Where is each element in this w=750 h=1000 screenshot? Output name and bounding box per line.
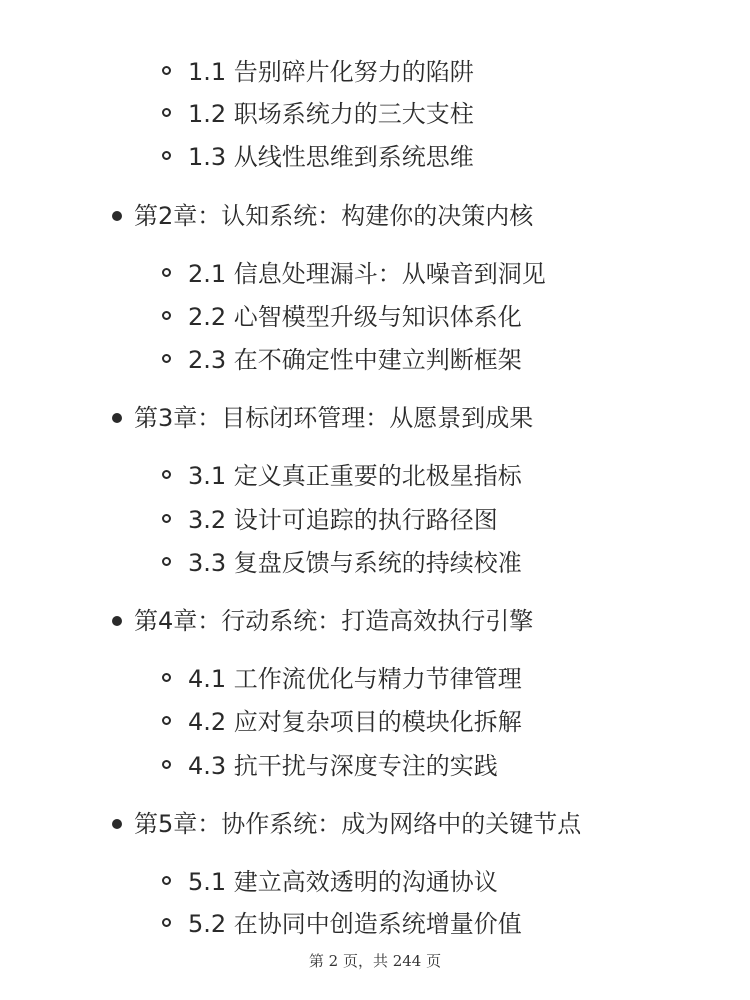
- toc-section-text: 5.2 在协同中创造系统增量价值: [188, 910, 522, 938]
- toc-section-text: 3.2 设计可追踪的执行路径图: [188, 506, 498, 534]
- toc-chapter-text: 第4章：行动系统：打造高效执行引擎: [134, 607, 534, 635]
- toc-section-text: 3.1 定义真正重要的北极星指标: [188, 462, 522, 490]
- toc-section-text: 2.3 在不确定性中建立判断框架: [188, 346, 522, 374]
- hollow-bullet-icon: [162, 108, 171, 117]
- hollow-bullet-icon: [162, 760, 171, 769]
- toc-section-text: 4.2 应对复杂项目的模块化拆解: [188, 708, 522, 736]
- toc-section-text: 3.3 复盘反馈与系统的持续校准: [188, 549, 522, 577]
- hollow-bullet-icon: [162, 557, 171, 566]
- toc-section-text: 1.1 告别碎片化努力的陷阱: [188, 58, 474, 86]
- hollow-bullet-icon: [162, 673, 171, 682]
- filled-bullet-icon: [112, 819, 122, 829]
- hollow-bullet-icon: [162, 354, 171, 363]
- hollow-bullet-icon: [162, 470, 171, 479]
- toc-chapter-text: 第5章：协作系统：成为网络中的关键节点: [134, 810, 582, 838]
- hollow-bullet-icon: [162, 514, 171, 523]
- hollow-bullet-icon: [162, 716, 171, 725]
- hollow-bullet-icon: [162, 66, 171, 75]
- toc-section-text: 1.3 从线性思维到系统思维: [188, 143, 474, 171]
- hollow-bullet-icon: [162, 918, 171, 927]
- toc-section-text: 4.1 工作流优化与精力节律管理: [188, 665, 522, 693]
- toc-section-text: 4.3 抗干扰与深度专注的实践: [188, 752, 498, 780]
- filled-bullet-icon: [112, 616, 122, 626]
- toc-section-text: 1.2 职场系统力的三大支柱: [188, 100, 474, 128]
- page-number-footer: 第 2 页，共 244 页: [308, 952, 442, 970]
- hollow-bullet-icon: [162, 876, 171, 885]
- filled-bullet-icon: [112, 211, 122, 221]
- toc-chapter-text: 第3章：目标闭环管理：从愿景到成果: [134, 404, 534, 432]
- toc-section-text: 5.1 建立高效透明的沟通协议: [188, 868, 498, 896]
- hollow-bullet-icon: [162, 151, 171, 160]
- toc-section-text: 2.2 心智模型升级与知识体系化: [188, 303, 522, 331]
- toc-chapter-text: 第2章：认知系统：构建你的决策内核: [134, 202, 534, 230]
- toc-section-text: 2.1 信息处理漏斗：从噪音到洞见: [188, 260, 546, 288]
- hollow-bullet-icon: [162, 268, 171, 277]
- filled-bullet-icon: [112, 413, 122, 423]
- hollow-bullet-icon: [162, 311, 171, 320]
